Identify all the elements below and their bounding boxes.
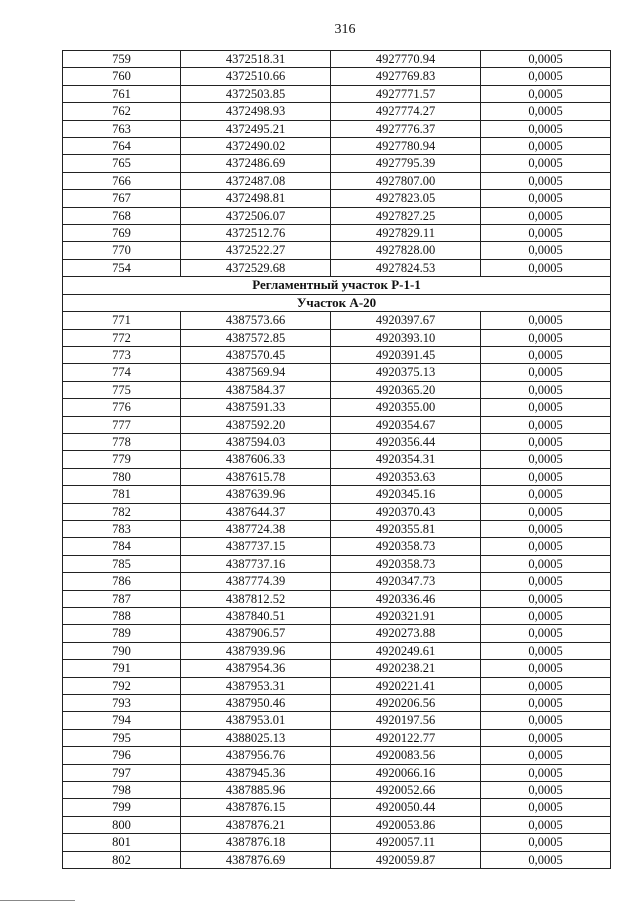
coordinate-x: 4372522.27 [181,242,331,259]
coordinate-x: 4372503.85 [181,85,331,102]
coordinate-y: 4927828.00 [331,242,481,259]
table-row [63,190,611,207]
accuracy-value: 0,0005 [481,138,611,155]
table-row [63,399,611,416]
accuracy-value: 0,0005 [481,312,611,329]
point-number: 782 [63,503,181,520]
accuracy-value: 0,0005 [481,677,611,694]
table-row [63,608,611,625]
point-number: 783 [63,520,181,537]
table-row [63,555,611,572]
coordinate-x: 4372518.31 [181,51,331,68]
accuracy-value: 0,0005 [481,172,611,189]
coordinate-y: 4920083.56 [331,747,481,764]
coordinate-x: 4372529.68 [181,259,331,276]
coordinate-y: 4920050.44 [331,799,481,816]
accuracy-value: 0,0005 [481,816,611,833]
table-row [63,416,611,433]
coordinate-x: 4387774.39 [181,573,331,590]
coordinate-x: 4372486.69 [181,155,331,172]
coordinate-y: 4927776.37 [331,120,481,137]
accuracy-value: 0,0005 [481,851,611,868]
coordinate-x: 4387570.45 [181,346,331,363]
accuracy-value: 0,0005 [481,503,611,520]
table-row [63,642,611,659]
table-row [63,712,611,729]
coordinate-x: 4387939.96 [181,642,331,659]
accuracy-value: 0,0005 [481,433,611,450]
accuracy-value: 0,0005 [481,451,611,468]
point-number: 779 [63,451,181,468]
accuracy-value: 0,0005 [481,712,611,729]
coordinate-y: 4920206.56 [331,695,481,712]
coordinate-x: 4387906.57 [181,625,331,642]
coordinate-x: 4372490.02 [181,138,331,155]
accuracy-value: 0,0005 [481,225,611,242]
coordinate-y: 4920122.77 [331,729,481,746]
point-number: 777 [63,416,181,433]
point-number: 786 [63,573,181,590]
coordinate-x: 4387639.96 [181,486,331,503]
table-row [63,172,611,189]
coordinate-x: 4387876.18 [181,834,331,851]
coordinate-x: 4387812.52 [181,590,331,607]
point-number: 794 [63,712,181,729]
coordinate-x: 4387644.37 [181,503,331,520]
point-number: 759 [63,51,181,68]
coordinate-y: 4920353.63 [331,468,481,485]
table-row [63,816,611,833]
coordinate-y: 4920375.13 [331,364,481,381]
point-number: 762 [63,103,181,120]
point-number: 787 [63,590,181,607]
coordinate-y: 4920370.43 [331,503,481,520]
point-number: 801 [63,834,181,851]
coordinate-y: 4927823.05 [331,190,481,207]
table-row [63,242,611,259]
point-number: 764 [63,138,181,155]
coordinate-x: 4387953.31 [181,677,331,694]
point-number: 776 [63,399,181,416]
accuracy-value: 0,0005 [481,747,611,764]
table-row [63,207,611,224]
coordinate-x: 4372510.66 [181,68,331,85]
table-row [63,433,611,450]
point-number: 775 [63,381,181,398]
page-number: 316 [334,22,356,37]
coordinate-x: 4387950.46 [181,695,331,712]
accuracy-value: 0,0005 [481,346,611,363]
accuracy-value: 0,0005 [481,660,611,677]
table-row [63,782,611,799]
coordinate-y: 4920397.67 [331,312,481,329]
table-row [63,729,611,746]
coordinate-x: 4387953.01 [181,712,331,729]
accuracy-value: 0,0005 [481,399,611,416]
table-row [63,486,611,503]
accuracy-value: 0,0005 [481,764,611,781]
coordinate-y: 4920358.73 [331,555,481,572]
coordinate-x: 4387594.03 [181,433,331,450]
section-headers [63,277,611,312]
coordinate-y: 4927774.27 [331,103,481,120]
point-number: 790 [63,642,181,659]
point-number: 761 [63,85,181,102]
accuracy-value: 0,0005 [481,555,611,572]
coordinate-x: 4387569.94 [181,364,331,381]
point-number: 788 [63,608,181,625]
accuracy-value: 0,0005 [481,729,611,746]
table-row [63,764,611,781]
point-number: 800 [63,816,181,833]
accuracy-value: 0,0005 [481,573,611,590]
table-row [63,120,611,137]
table-row [63,225,611,242]
table-row [63,312,611,329]
coordinate-y: 4920356.44 [331,433,481,450]
table-row [63,799,611,816]
coordinate-y: 4920393.10 [331,329,481,346]
table-row [63,625,611,642]
accuracy-value: 0,0005 [481,782,611,799]
coordinate-x: 4387591.33 [181,399,331,416]
accuracy-value: 0,0005 [481,625,611,642]
coordinate-y: 4920347.73 [331,573,481,590]
point-number: 799 [63,799,181,816]
coordinates-table [62,50,611,869]
coordinate-y: 4920249.61 [331,642,481,659]
coordinate-y: 4920355.00 [331,399,481,416]
point-number: 770 [63,242,181,259]
accuracy-value: 0,0005 [481,68,611,85]
coordinate-x: 4387876.21 [181,816,331,833]
coordinate-x: 4387876.15 [181,799,331,816]
coordinate-x: 4372506.07 [181,207,331,224]
coordinate-x: 4387724.38 [181,520,331,537]
table-row [63,468,611,485]
point-number: 784 [63,538,181,555]
accuracy-value: 0,0005 [481,190,611,207]
subsection-row [63,294,611,311]
point-number: 798 [63,782,181,799]
point-number: 769 [63,225,181,242]
accuracy-value: 0,0005 [481,799,611,816]
coordinate-x: 4387737.15 [181,538,331,555]
point-number: 760 [63,68,181,85]
point-number: 778 [63,433,181,450]
table-row [63,51,611,68]
accuracy-value: 0,0005 [481,590,611,607]
point-number: 785 [63,555,181,572]
accuracy-value: 0,0005 [481,642,611,659]
coordinate-x: 4372495.21 [181,120,331,137]
accuracy-value: 0,0005 [481,259,611,276]
accuracy-value: 0,0005 [481,416,611,433]
coordinate-y: 4920273.88 [331,625,481,642]
coordinate-y: 4920354.31 [331,451,481,468]
table-row [63,851,611,868]
point-number: 793 [63,695,181,712]
coordinate-x: 4387615.78 [181,468,331,485]
coordinate-y: 4920197.56 [331,712,481,729]
point-number: 796 [63,747,181,764]
coordinate-x: 4387606.33 [181,451,331,468]
coordinate-x: 4388025.13 [181,729,331,746]
table-row [63,259,611,276]
coordinate-y: 4927780.94 [331,138,481,155]
accuracy-value: 0,0005 [481,51,611,68]
coordinate-x: 4387876.69 [181,851,331,868]
table-row [63,573,611,590]
coordinate-y: 4920336.46 [331,590,481,607]
coordinate-y: 4920321.91 [331,608,481,625]
coordinate-x: 4387573.66 [181,312,331,329]
point-number: 795 [63,729,181,746]
accuracy-value: 0,0005 [481,120,611,137]
point-number: 765 [63,155,181,172]
coordinate-y: 4920391.45 [331,346,481,363]
coordinate-y: 4920355.81 [331,520,481,537]
table-row [63,68,611,85]
accuracy-value: 0,0005 [481,242,611,259]
point-number: 789 [63,625,181,642]
point-number: 773 [63,346,181,363]
accuracy-value: 0,0005 [481,834,611,851]
accuracy-value: 0,0005 [481,468,611,485]
table-row [63,590,611,607]
table-row [63,695,611,712]
coordinate-y: 4920221.41 [331,677,481,694]
point-number: 771 [63,312,181,329]
coordinate-y: 4920059.87 [331,851,481,868]
coordinate-x: 4372512.76 [181,225,331,242]
coordinate-x: 4372498.93 [181,103,331,120]
accuracy-value: 0,0005 [481,695,611,712]
coordinate-y: 4920238.21 [331,660,481,677]
table-row [63,747,611,764]
table-row [63,138,611,155]
point-number: 802 [63,851,181,868]
accuracy-value: 0,0005 [481,207,611,224]
coordinate-x: 4387592.20 [181,416,331,433]
rows-before-group [63,51,611,277]
accuracy-value: 0,0005 [481,329,611,346]
table-row [63,520,611,537]
accuracy-value: 0,0005 [481,608,611,625]
page-footer-rule [0,900,75,901]
point-number: 797 [63,764,181,781]
point-number: 767 [63,190,181,207]
coordinate-x: 4387945.36 [181,764,331,781]
coordinate-x: 4387885.96 [181,782,331,799]
coordinate-y: 4920365.20 [331,381,481,398]
coordinate-y: 4927807.00 [331,172,481,189]
coordinate-x: 4387956.76 [181,747,331,764]
accuracy-value: 0,0005 [481,381,611,398]
point-number: 768 [63,207,181,224]
rows-after-group [63,312,611,869]
table-row [63,381,611,398]
point-number: 781 [63,486,181,503]
section-title: Регламентный участок Р-1-1 [63,277,611,294]
coordinate-y: 4927827.25 [331,207,481,224]
coordinate-y: 4927829.11 [331,225,481,242]
coordinate-y: 4920066.16 [331,764,481,781]
coordinate-y: 4927769.83 [331,68,481,85]
table-row [63,364,611,381]
coordinate-x: 4387954.36 [181,660,331,677]
table-row [63,155,611,172]
point-number: 754 [63,259,181,276]
point-number: 774 [63,364,181,381]
table-row [63,103,611,120]
accuracy-value: 0,0005 [481,155,611,172]
coordinate-x: 4372498.81 [181,190,331,207]
coordinate-y: 4927824.53 [331,259,481,276]
coordinate-x: 4387572.85 [181,329,331,346]
accuracy-value: 0,0005 [481,520,611,537]
coordinate-y: 4927795.39 [331,155,481,172]
coordinate-x: 4387840.51 [181,608,331,625]
table-row [63,346,611,363]
coordinate-y: 4920354.67 [331,416,481,433]
point-number: 780 [63,468,181,485]
coordinate-x: 4387737.16 [181,555,331,572]
coordinate-y: 4920345.16 [331,486,481,503]
table-row [63,329,611,346]
coordinate-x: 4387584.37 [181,381,331,398]
coordinate-y: 4927771.57 [331,85,481,102]
point-number: 792 [63,677,181,694]
coordinate-y: 4920053.86 [331,816,481,833]
table-row [63,85,611,102]
coordinate-y: 4920057.11 [331,834,481,851]
point-number: 763 [63,120,181,137]
accuracy-value: 0,0005 [481,103,611,120]
point-number: 766 [63,172,181,189]
table-row [63,503,611,520]
point-number: 772 [63,329,181,346]
accuracy-value: 0,0005 [481,85,611,102]
accuracy-value: 0,0005 [481,364,611,381]
accuracy-value: 0,0005 [481,538,611,555]
coordinate-x: 4372487.08 [181,172,331,189]
table-row [63,677,611,694]
table-row [63,451,611,468]
table-row [63,834,611,851]
table-row [63,660,611,677]
table-row [63,538,611,555]
accuracy-value: 0,0005 [481,486,611,503]
subsection-title: Участок А-20 [63,294,611,311]
section-row [63,277,611,294]
point-number: 791 [63,660,181,677]
coordinate-y: 4920358.73 [331,538,481,555]
coordinate-y: 4927770.94 [331,51,481,68]
coordinate-y: 4920052.66 [331,782,481,799]
